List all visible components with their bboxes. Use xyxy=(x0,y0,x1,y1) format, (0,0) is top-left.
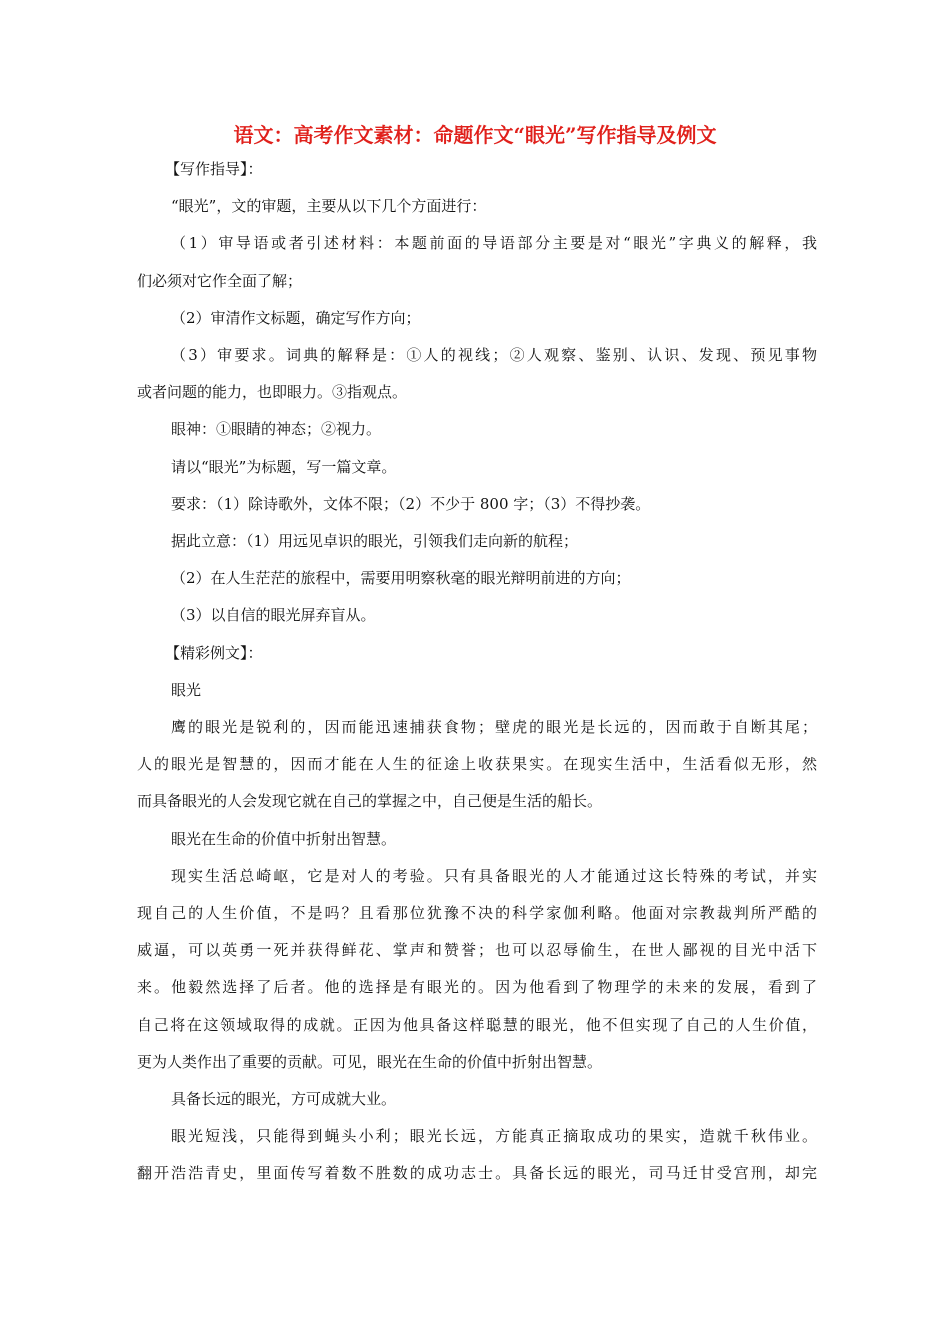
essay-line: 来。他毅然选择了后者。他的选择是有眼光的。因为他看到了物理学的未来的发展，看到了 xyxy=(137,978,817,997)
guide-line: （2）在人生茫茫的旅程中，需要用明察秋毫的眼光辩明前进的方向； xyxy=(171,569,631,588)
essay-line: 眼光短浅，只能得到蝇头小利；眼光长远，方能真正摘取成功的果实，造就千秋伟业。 xyxy=(171,1127,817,1146)
essay-line: 人的眼光是智慧的，因而才能在人生的征途上收获果实。在现实生活中，生活看似无形，然 xyxy=(137,755,817,774)
essay-line: 翻开浩浩青史，里面传写着数不胜数的成功志士。具备长远的眼光，司马迁甘受宫刑，却完 xyxy=(137,1164,817,1183)
essay-line: 威逼，可以英勇一死并获得鲜花、掌声和赞誉；也可以忍辱偷生，在世人鄙视的目光中活下 xyxy=(137,941,817,960)
essay-subheading: 具备长远的眼光，方可成就大业。 xyxy=(171,1090,397,1109)
guide-line: 请以“眼光”为标题，写一篇文章。 xyxy=(171,457,397,476)
guide-line: 据此立意：（1）用远见卓识的眼光，引领我们走向新的航程； xyxy=(171,532,579,551)
guide-header: 【写作指导】： xyxy=(165,160,263,178)
guide-line: （3）审要求。词典的解释是：①人的视线；②人观察、鉴别、认识、发现、预见事物 xyxy=(171,346,817,365)
essay-line: 鹰的眼光是锐利的，因而能迅速捕获食物；壁虎的眼光是长远的，因而敢于自断其尾； xyxy=(171,718,817,737)
document-title: 语文：高考作文素材：命题作文“眼光”写作指导及例文 xyxy=(233,123,717,147)
essay-line: 现自己的人生价值，不是吗？且看那位犹豫不决的科学家伽利略。他面对宗教裁判所严酷的 xyxy=(137,904,817,923)
essay-subheading: 眼光在生命的价值中折射出智慧。 xyxy=(171,829,397,848)
essay-line: 而具备眼光的人会发现它就在自己的掌握之中，自己便是生活的船长。 xyxy=(137,792,603,811)
guide-line: 或者问题的能力，也即眼力。③指观点。 xyxy=(137,383,408,402)
essay-title: 眼光 xyxy=(171,680,202,699)
essay-line: 更为人类作出了重要的贡献。可见，眼光在生命的价值中折射出智慧。 xyxy=(137,1052,603,1071)
guide-line: 们必须对它作全面了解； xyxy=(137,271,303,290)
example-header: 【精彩例文】： xyxy=(165,643,263,662)
document-body xyxy=(137,151,817,1193)
guide-line: 眼神：①眼睛的神态；②视力。 xyxy=(171,420,382,439)
guide-line: （3）以自信的眼光屏弃盲从。 xyxy=(171,606,376,625)
guide-line: “眼光”，文的审题，主要从以下几个方面进行： xyxy=(171,197,487,216)
guide-line: （1）审导语或者引述材料：本题前面的导语部分主要是对“眼光”字典义的解释，我 xyxy=(171,234,817,253)
essay-line: 现实生活总崎岖，它是对人的考验。只有具备眼光的人才能通过这长特殊的考试，并实 xyxy=(171,866,817,885)
essay-line: 自己将在这领域取得的成就。正因为他具备这样聪慧的眼光，他不但实现了自己的人生价值， xyxy=(137,1015,817,1034)
guide-line: 要求：（1）除诗歌外，文体不限；（2）不少于 800 字；（3）不得抄袭。 xyxy=(171,494,651,513)
guide-line: （2）审清作文标题，确定写作方向； xyxy=(171,308,421,327)
